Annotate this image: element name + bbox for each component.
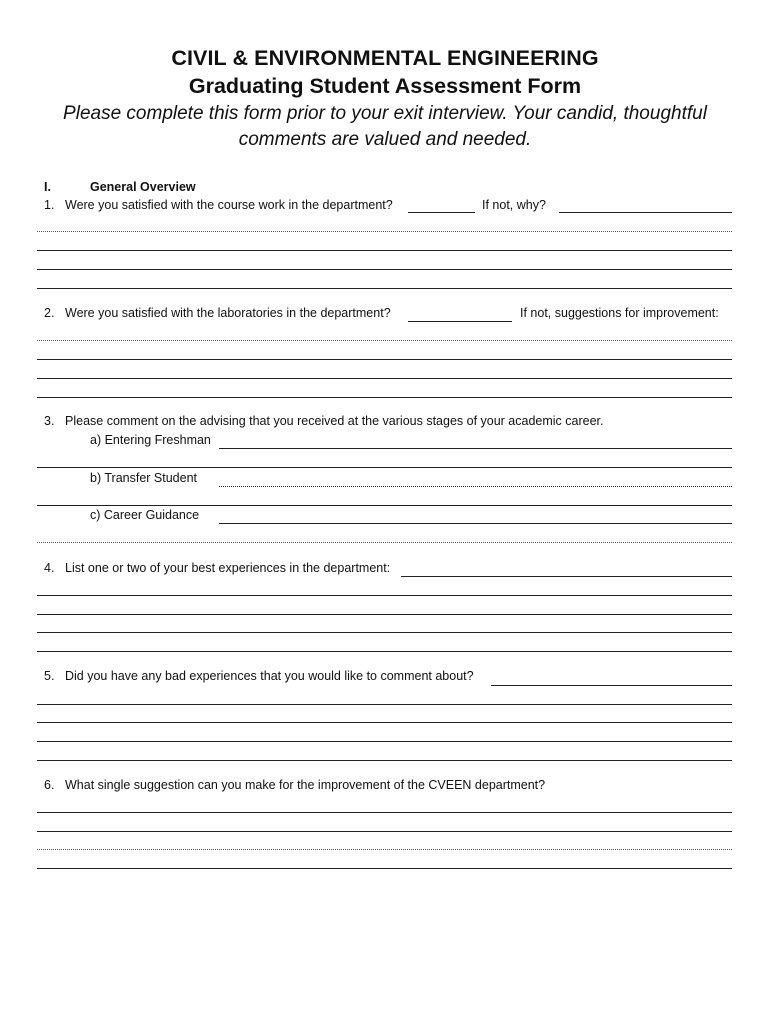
q4-comment-line[interactable] [37,595,732,596]
q6-comment-line[interactable] [37,831,732,832]
q3a-answer-field[interactable] [219,448,732,449]
q2-text: Were you satisfied with the laboratories in the department? [65,306,391,320]
q5-comment-line[interactable] [37,722,732,723]
q1-answer-field[interactable] [408,212,475,213]
q3b-comment-line[interactable] [37,505,732,506]
q4-text: List one or two of your best experiences in the department: [65,561,391,575]
q6-comment-line[interactable] [37,812,732,813]
q1-comment-line[interactable] [37,250,732,251]
q5-text: Did you have any bad experiences that you would like to comment about? [65,669,474,683]
instructions-line-2: comments are valued and needed. [238,129,532,150]
q5-comment-line[interactable] [37,704,732,705]
q3c-answer-field[interactable] [219,523,732,524]
q6-comment-line[interactable] [37,868,732,869]
section-title: General Overview [90,180,196,194]
form-title: Graduating Student Assessment Form [188,74,582,98]
form-instructions [28,101,742,153]
q5-comment-line[interactable] [37,741,732,742]
q1-comment-line[interactable] [37,269,732,270]
q1-comment-line[interactable] [37,231,732,232]
q2-answer-field[interactable] [408,321,512,322]
instructions-line-1: Please complete this form prior to your exit interview. Your candid, thoughtful [63,103,707,124]
q1-number: 1. [44,198,55,212]
q3c-comment-line[interactable] [37,542,732,543]
q5-comment-line[interactable] [37,760,732,761]
q2-comment-line[interactable] [37,359,732,360]
q1-text: Were you satisfied with the course work in the department? [65,198,393,212]
q1-comment-line[interactable] [37,288,732,289]
q6-comment-line[interactable] [37,849,732,850]
q4-comment-line[interactable] [37,632,732,633]
q3-number: 3. [44,414,55,428]
q2-comment-line[interactable] [37,397,732,398]
q3c-label: c) Career Guidance [90,508,200,522]
q3-text: Please comment on the advising that you received at the various stages of your academic career. [65,414,604,428]
q3b-answer-field[interactable] [219,486,732,487]
q4-comment-line[interactable] [37,614,732,615]
q2-comment-line[interactable] [37,340,732,341]
q4-comment-line[interactable] [37,651,732,652]
q4-number: 4. [44,561,55,575]
q3a-comment-line[interactable] [37,467,732,468]
q2-followup-label: If not, suggestions for improvement: [520,306,719,320]
section-numeral: I. [44,180,51,194]
q2-comment-line[interactable] [37,378,732,379]
q3a-label: a) Entering Freshman [90,433,211,447]
q3b-label: b) Transfer Student [90,471,198,485]
q4-answer-field[interactable] [401,576,732,577]
q5-number: 5. [44,669,55,683]
q1-followup-field[interactable] [559,212,732,213]
department-title: CIVIL & ENVIRONMENTAL ENGINEERING [171,46,599,70]
q1-followup-label: If not, why? [482,198,546,212]
q6-number: 6. [44,778,55,792]
q5-answer-field[interactable] [491,685,732,686]
q6-text: What single suggestion can you make for the improvement of the CVEEN department? [65,778,546,792]
q2-number: 2. [44,306,55,320]
